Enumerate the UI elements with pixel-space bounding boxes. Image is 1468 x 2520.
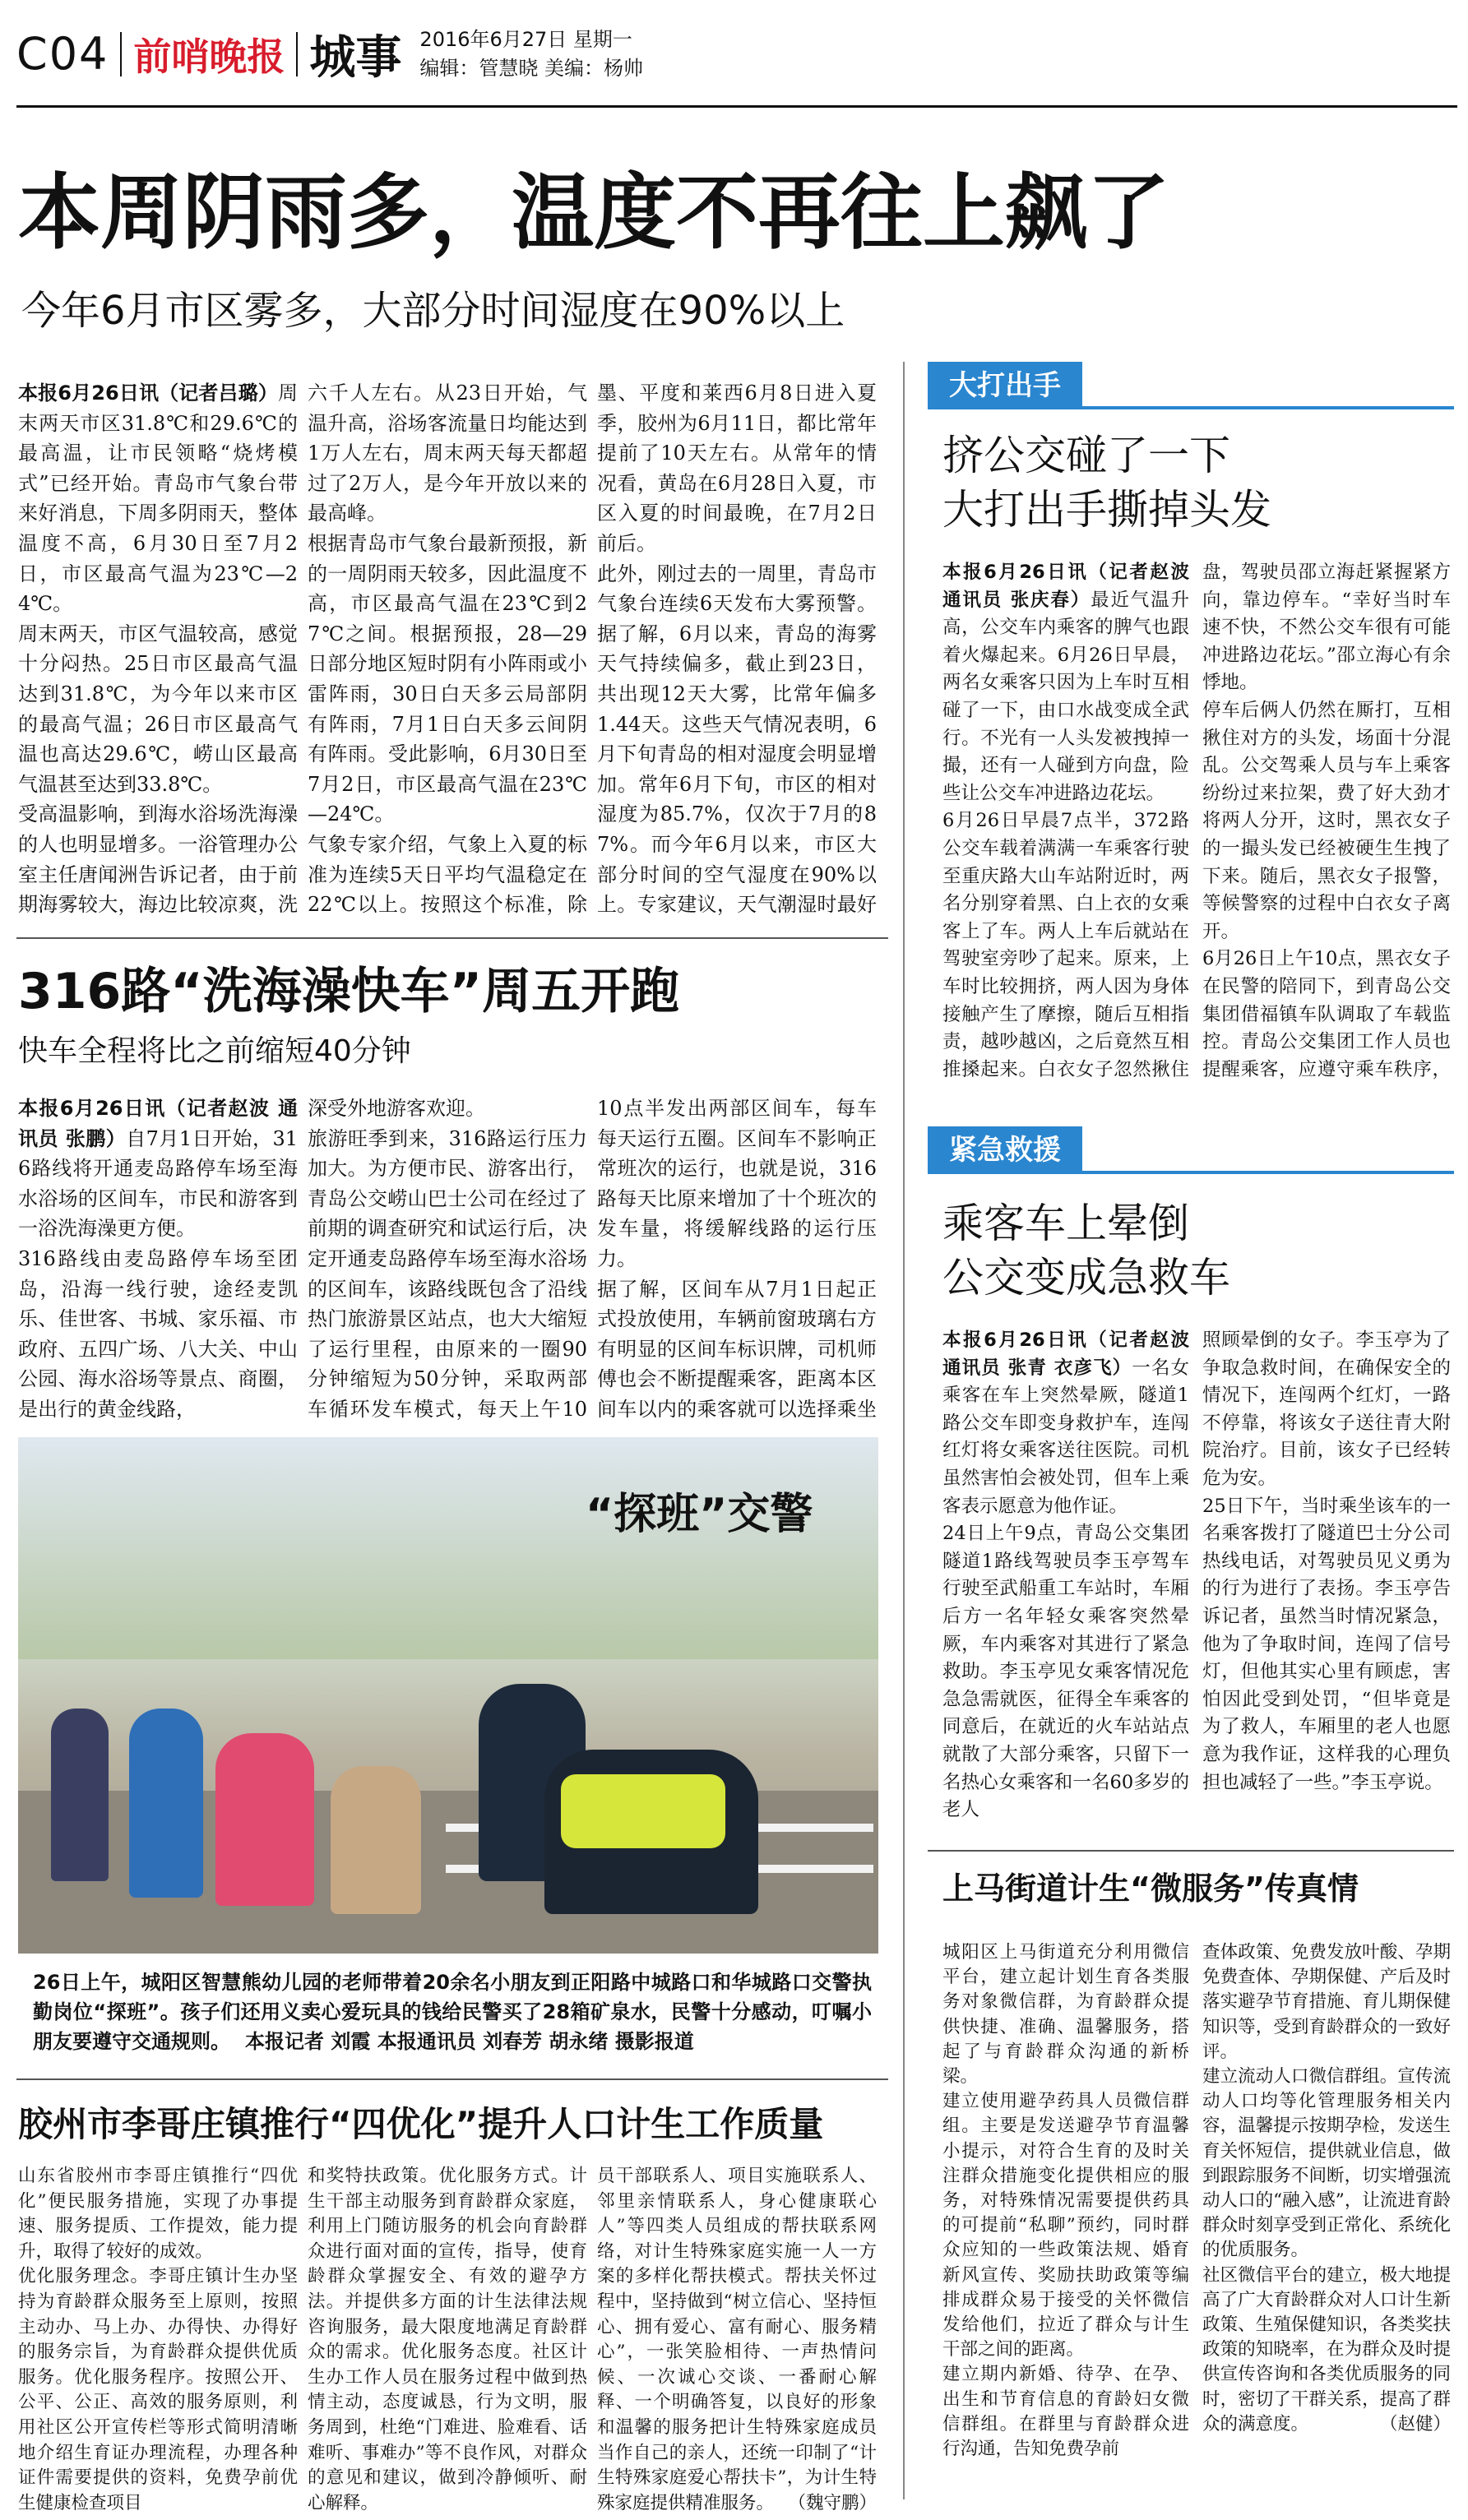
photo-trees xyxy=(18,1437,878,1659)
header-divider xyxy=(296,32,298,76)
lead-subheadline: 今年6月市区雾多，大部分时间湿度在90%以上 xyxy=(21,288,845,334)
bus316-col-2: 深受外地游客欢迎。 旅游旺季到来，316路运行压力加大。为方便市民、游客出行，青岛公交崂山巴士公司在经过了前期的调查研究和试运行后，决定开通麦岛路停车场至海水浴场的区间车，该路线既包含了沿线热门旅游景区站点，也大大缩短了运行里程，由原来的一圈90分钟缩短为50分钟，采取两部车循环发车模式，每天上午10 xyxy=(308,1097,587,1421)
jiaozhou-col-3 xyxy=(597,2164,877,2518)
photo-child xyxy=(331,1766,421,1914)
jiaozhou-col-1: 山东省胶州市李哥庄镇推行“四优化”便民服务措施，实现了办事提速、服务提质、工作提效，能力提升，取得了较好的成效。 优化服务理念。李哥庄镇计生办坚持为育龄群众服务至上原则，按照主动办、马上办、办得快、办得好的服务宗旨，为育龄群众提供优质服务。优化服务程序。按照公开、公平、公正、高效的服务原则，利用社区公开宣传栏等形式简明清晰地介绍生育证办理流程，办理各种证件需要提供的资料，免费孕前优生健康检查项目 xyxy=(18,2166,298,2513)
photo-child xyxy=(51,1709,109,1881)
photo-title: “探班”交警 xyxy=(586,1490,813,1539)
fight-col-2: 盘，驾驶员邵立海赶紧握紧方向，靠边停车。“幸好当时车速不快，不然公交车很有可能冲进路边花坛。”邵立海心有余悸地。 停车后俩人仍然在厮打，互相揪住对方的头发，场面十分混乱。公交驾乘人员与车上乘客纷纷过来拉架，费了好大劲才将两人分开，这时，黑衣女子的一撮头发已经被硬生生拽了下来。随后，黑衣女子报警，等候警察的过程中白衣女子离开。 6月26日上午10点，黑衣女子在民警的陪同下，到青岛公交集团借福镇车队调取了车载监控。青岛公交集团工作人员也提醒乘客，应遵守乘车秩序， xyxy=(1202,562,1451,1080)
emergency-headline-2: 公交变成急救车 xyxy=(942,1254,1230,1302)
jiaozhou-headline: 胶州市李哥庄镇推行“四优化”提升人口计生工作质量 xyxy=(18,2104,824,2144)
header-rule xyxy=(16,105,1457,108)
lead-headline: 本周阴雨多，温度不再往上飙了 xyxy=(18,164,1169,261)
tag-underline xyxy=(928,406,1454,409)
emergency-body-1: 一名女乘客在车上突然晕厥，隧道1路公交车即变身救护车，连闯红灯将女乘客送往医院。司机虽然害怕会被处罚，但车上乘客表示愿意为他作证。 24日上午9点，青岛公交集团隧道1路线驾驶员李玉亭驾车行驶至武船重工车站时，车厢后方一名年轻女乘客突然晕厥，车内乘客对其进行了紧急救助。李玉亭见女乘客情况危急急需就医，征得全车乘客的同意后，在就近的火车站站点就散了大部分乘客，只留下一名热心女乘客和一名60多岁的老人 xyxy=(942,1357,1189,1821)
section-divider xyxy=(16,2078,888,2080)
lead-col-2: 六千人左右。从23日开始，气温升高，浴场客流量日均能达到1万人左右，周末两天每天都超过了2万人，是今年开放以来的最高峰。 根据青岛市气象台最新预报，新的一周阴雨天较多，因此温度不高，市区最高气温在23℃到27℃之间。根据预报，28—29日部分地区短时阴有小阵雨或小雷阵雨，30日白天多云局部阴有阵雨，7月1日白天多云间阴有阵雨。受此影响，6月30日至7月2日，市区最高气温在23℃—24℃。 气象专家介绍，气象上入夏的标准为连续5天日平均气温稳定在22℃以上。按照这个标准，除 xyxy=(308,381,587,917)
page-header xyxy=(16,15,1456,93)
street-headline: 上马街道计生“微服务”传真情 xyxy=(942,1870,1359,1907)
jiaozhou-credit: （魏守鹏） xyxy=(788,2492,877,2513)
jiaozhou-col-2: 和奖特扶政策。优化服务方式。计生干部主动服务到育龄群众家庭，利用上门随访服务的机会向育龄群众进行面对面的宣传，指导，使育龄群众掌握安全、有效的避孕方法。并提供多方面的计生法律法规咨询服务，最大限度地满足育龄群众的需求。优化服务态度。社区计生办工作人员在服务过程中做到热情主动，态度诚恳，行为文明，服务周到，杜绝“门难进、脸难看、话难听、事难办”等不良作风，对群众的意见和建议，做到冷静倾听、耐心解释。 xyxy=(308,2166,587,2513)
fight-body-1: 最近气温升高，公交车内乘客的脾气也跟着火爆起来。6月26日早晨，两名女乘客只因为上车时互相碰了一下，由口水战变成全武行。不光有一人头发被拽掉一撮，还有一人碰到方向盘，险些让公交车冲进路边花坛。 6月26日早晨7点半，372路公交车载着满满一车乘客行驶至重庆路大山车站附近时，两名分别穿着黑、白上衣的女乘客上了车。两人上车后就站在驾驶室旁吵了起来。原来，上车时比较拥挤，两人因为身体接触产生了摩擦，随后互相指责，越吵越凶，之后竟然互相推搡起来。白衣女子忽然揪住 xyxy=(942,589,1189,1080)
header-divider xyxy=(120,32,122,76)
header-meta xyxy=(419,25,643,83)
emergency-headline-1: 乘客车上晕倒 xyxy=(942,1200,1189,1247)
lead-col-3: 墨、平度和莱西6月8日进入夏季，胶州为6月11日，都比常年提前了10天左右。从常年的情况看，黄岛在6月28日入夏，市区入夏的时间最晚，在7月2日前后。 此外，刚过去的一周里，青岛市气象台连续6天发布大雾预警。据了解，6月以来，青岛的海雾天气持续偏多，截止到23日，共出现12天大雾，比常年偏多1.44天。这些天气情况表明，6月下旬青岛的相对湿度会明显增加。常年6月下旬，市区的相对湿度为85.7%，仅次于7月的87%。而今年6月以来，市区大部分时间的空气湿度在90%以上。专家建议，天气潮湿时最好 xyxy=(597,381,877,917)
masthead-logo: 前哨晚报 xyxy=(133,34,285,79)
emergency-tag-row xyxy=(928,1126,1454,1177)
fight-tag: 大打出手 xyxy=(928,362,1082,409)
bus316-col-3: 10点半发出两部区间车，每车每天运行五圈。区间车不影响正常班次的运行，也就是说，316路每天比原来增加了十个班次的发车量，将缓解线路的运行压力。 据了解，区间车从7月1日起正式投放使用，车辆前窗玻璃右方有明显的区间车标识牌，司机师傅也会不断提醒乘客，距离本区间车以内的乘客就可以选择乘坐 xyxy=(597,1097,877,1421)
section-divider xyxy=(928,1850,1454,1852)
jiaozhou-body-3: 员干部联系人、项目实施联系人、邻里亲情联系人，身心健康联心人”等四类人员组成的帮扶联系网络，对计生特殊家庭实施一人一方案的多样化帮扶模式。帮扶关怀过程中，坚持做到“树立信心、坚持恒心、拥有爱心、富有耐心、服务精心”，一张笑脸相待、一声热情问候、一次诚心交谈、一番耐心解释、一个明确答复，以良好的形象和温馨的服务把计生特殊家庭成员当作自己的亲人，还统一印制了“计生特殊家庭爱心帮扶卡”，为计生特殊家庭提供精准服务。 xyxy=(597,2166,877,2513)
fight-tag-row xyxy=(928,362,1454,413)
photo-child xyxy=(215,1733,314,1906)
emergency-col-2: 照顾晕倒的女子。李玉亭为了争取急救时间，在确保安全的情况下，连闯两个红灯，一路不停靠，将该女子送往青大附院治疗。目前，该女子已经转危为安。 25日下午，当时乘坐该车的一名乘客拨打了隧道巴士分公司热线电话，对驾驶员见义勇为的行为进行了表扬。李玉亭告诉记者，虽然当时情况紧急，他为了争取时间，连闯了信号灯，但他其实心里有顾虑，害怕因此受到处罚，“但毕竟是为了救人，车厢里的老人也愿意为我作证，这样我的心理负担也减轻了一些。”李玉亭说。 xyxy=(1202,1329,1451,1793)
street-credit: （赵健） xyxy=(1379,2413,1451,2434)
news-photo xyxy=(18,1437,878,1954)
issue-date: 2016年6月27日 星期一 xyxy=(419,27,632,51)
bus316-col-1 xyxy=(18,1094,298,1422)
bus316-subheadline: 快车全程将比之前缩短40分钟 xyxy=(18,1034,411,1068)
editors: 编辑：管慧晓 美编：杨帅 xyxy=(419,56,644,80)
fight-headline-1: 挤公交碰了一下 xyxy=(942,432,1230,479)
section-divider xyxy=(16,937,888,939)
section-name: 城事 xyxy=(309,30,402,85)
photo-reflective-vest xyxy=(561,1774,725,1848)
photo-caption xyxy=(33,1967,872,2060)
photo-child xyxy=(129,1709,203,1898)
emergency-dateline: 本报6月26日讯（记者赵波 通讯员 张青 衣彦飞） xyxy=(942,1329,1189,1379)
street-body-2: 查体政策、免费发放叶酸、孕期免费查体、孕期保健、产后及时落实避孕节育措施、育儿期保健知识等，受到育龄群众的一致好评。 建立流动人口微信群组。宣传流动人口均等化管理服务相关内容，温馨提示按期孕检，发送生育关怀短信，提供就业信息，做到跟踪服务不间断，切实增强流动人口的“融入感”，让流进育龄群众时刻享受到正常化、系统化的优质服务。 社区微信平台的建立，极大地提高了广大育龄群众对人口计生新政策、生殖保健知识，各类奖扶政策的知晓率，在为群众及时提供宣传咨询和各类优质服务的同时，密切了干群关系，提高了群众的满意度。 xyxy=(1202,1942,1451,2434)
lead-col-1 xyxy=(18,378,298,921)
photo-caption-text: 26日上午，城阳区智慧熊幼儿园的老师带着20余名小朋友到正阳路中城路口和华城路口交警执勤岗位“探班”。孩子们还用义卖心爱玩具的钱给民警买了28箱矿泉水，民警十分感动，叮嘱小朋友要遵守交通规则。 xyxy=(33,1971,872,2053)
column-divider xyxy=(903,362,905,2499)
lead-dateline: 本报6月26日讯（记者吕璐） xyxy=(18,381,278,405)
tag-underline xyxy=(928,1171,1454,1174)
bus316-headline: 316路“洗海澡快车”周五开跑 xyxy=(18,963,680,1020)
bus316-dateline: 本报6月26日讯（记者赵波 通讯员 张鹏） xyxy=(18,1097,298,1150)
fight-dateline: 本报6月26日讯（记者赵波 通讯员 张庆春） xyxy=(942,562,1189,611)
street-col-1: 城阳区上马街道充分利用微信平台，建立起计划生育各类服务对象微信群，为育龄群众提供快捷、准确、温馨服务，搭起了与育龄群众沟通的新桥梁。 建立使用避孕药具人员微信群组。主要是发送避孕节育温馨小提示，对符合生育的及时关注群众措施变化提供相应的服务，对特殊情况需要提供药具的可提前“私聊”预约，同时群众应知的一些政策法规、婚育新风宣传、奖励扶助政策等编排成群众易于接受的关怀微信发给他们，拉近了群众与计生干部之间的距离。 建立期内新婚、待孕、在孕、出生和节育信息的育龄妇女微信群组。在群里与育龄群众进行沟通，告知免费孕前 xyxy=(942,1942,1189,2460)
emergency-col-1 xyxy=(942,1327,1189,1837)
street-col-2 xyxy=(1202,1940,1451,2516)
page-number: C04 xyxy=(16,28,109,80)
lead-body-1: 周末两天市区31.8℃和29.6℃的最高温，让市民领略“烧烤模式”已经开始。青岛市气象台带来好消息，下周多阴雨天，整体温度不高，6月30日至7月2日，市区最高气温为23℃—24℃。 周末两天，市区气温较高，感觉十分闷热。25日市区最高气温达到31.8℃，为今年以来市区的最高气温；26日市区最高气温也高达29.6℃，崂山区最高气温甚至达到33.8℃。 受高温影响，到海水浴场洗海澡的人也明显增多。一浴管理办公室主任唐闻洲告诉记者，由于前期海雾较大，海边比较凉爽，洗 xyxy=(18,381,298,917)
fight-headline-2: 大打出手撕掉头发 xyxy=(942,486,1271,534)
bus316-body-1: 自7月1日开始，316路线将开通麦岛路停车场至海水浴场的区间车，市民和游客到一浴洗海澡更方便。 316路线由麦岛路停车场至团岛，沿海一线行驶，途经麦凯乐、佳世客、书城、家乐福、市政府、五四广场、八大关、中山公园、海水浴场等景点、商圈，是出行的黄金线路， xyxy=(18,1126,298,1421)
photo-credit: 本报记者 刘霞 本报通讯员 刘春芳 胡永绪 摄影报道 xyxy=(245,2030,694,2053)
emergency-tag: 紧急救援 xyxy=(928,1126,1082,1174)
fight-col-1 xyxy=(942,559,1189,1085)
